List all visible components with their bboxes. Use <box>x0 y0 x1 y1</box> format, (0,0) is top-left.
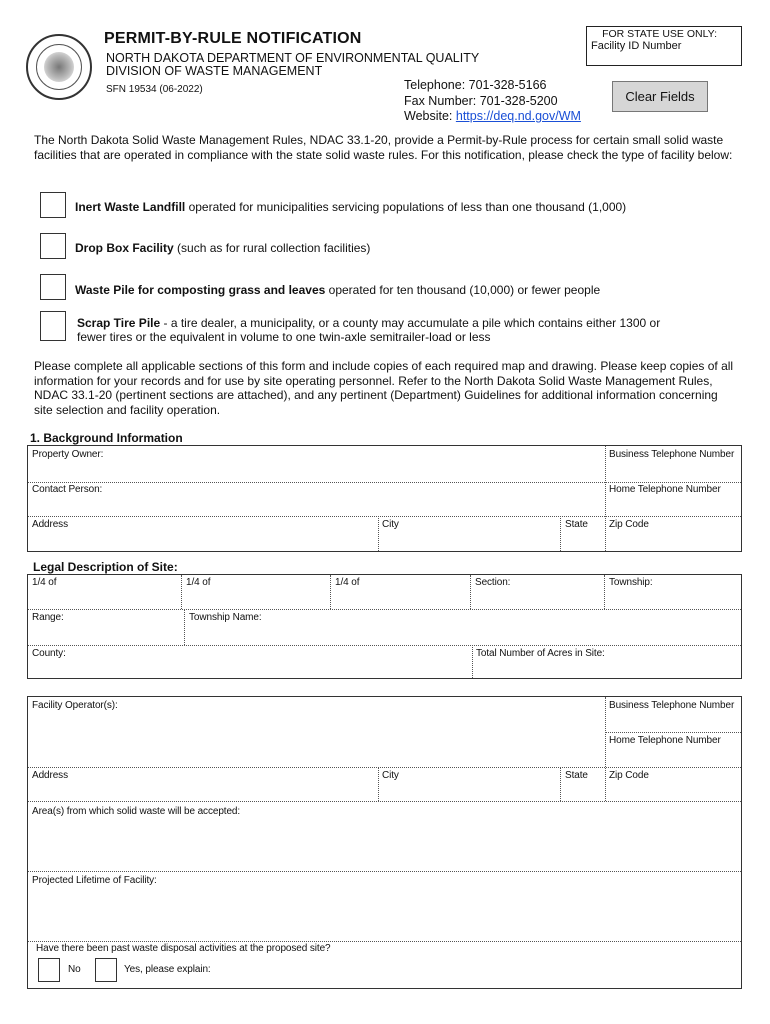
division-name: DIVISION OF WASTE MANAGEMENT <box>106 64 323 78</box>
contact-person-field[interactable]: Contact Person: <box>32 484 103 495</box>
operator-state-field[interactable]: State <box>565 770 588 781</box>
facility-operators-field[interactable]: Facility Operator(s): <box>32 700 118 711</box>
form-number: SFN 19534 (06-2022) <box>106 84 203 95</box>
website <box>404 109 581 123</box>
scrap-tire-checkbox[interactable] <box>40 311 66 341</box>
instructions-text: Please complete all applicable sections of this form and include copies of each required map and drawing. Please keep copies of all information for your records and for use by site operating personnel. Refer to the North Dakota Solid Waste Management Rules, NDAC 33.1-20 (pertinent sections are attached), and any pertinent (Department) Guidelines for additional information concerning site selection and facility operation. <box>34 359 734 417</box>
background-heading: 1. Background Information <box>30 431 183 445</box>
township-name-field[interactable]: Township Name: <box>189 612 262 623</box>
clear-fields-button[interactable]: Clear Fields <box>612 81 708 112</box>
city-field[interactable]: City <box>382 519 399 530</box>
past-disposal-no-label: No <box>68 964 81 975</box>
facility-type-scraptire: Scrap Tire Pile - a tire dealer, a municipality, or a county may accumulate a pile which contains either 1300 or fewer tires or the equivalent in volume to one twin-axle semitrailer-load or less <box>77 316 661 344</box>
legal-heading: Legal Description of Site: <box>33 560 178 574</box>
facility-id-field[interactable]: Facility ID Number <box>591 40 682 52</box>
drop-box-checkbox[interactable] <box>40 233 66 259</box>
telephone: Telephone: 701-328-5166 <box>404 78 547 92</box>
operator-address-field[interactable]: Address <box>32 770 68 781</box>
legal-table <box>27 574 742 679</box>
background-table <box>27 445 742 552</box>
past-disposal-yes-checkbox[interactable] <box>95 958 117 982</box>
past-disposal-yes-label[interactable]: Yes, please explain: <box>124 964 211 975</box>
operator-home-phone-field[interactable]: Home Telephone Number <box>609 735 721 746</box>
address-field[interactable]: Address <box>32 519 68 530</box>
intro-text: The North Dakota Solid Waste Management Rules, NDAC 33.1-20, provide a Permit-by-Rule process for certain small solid waste facilities that are operated in compliance with the state solid waste rules. For this notification, please check the type of facility below: <box>34 133 733 162</box>
website-label: Website: <box>404 109 456 123</box>
waste-pile-checkbox[interactable] <box>40 274 66 300</box>
state-use-box <box>586 26 742 66</box>
home-phone-field[interactable]: Home Telephone Number <box>609 484 721 495</box>
areas-accepted-field[interactable]: Area(s) from which solid waste will be accepted: <box>32 806 241 817</box>
department-name: NORTH DAKOTA DEPARTMENT OF ENVIRONMENTAL QUALITY <box>106 51 480 65</box>
township-field[interactable]: Township: <box>609 577 653 588</box>
operator-zip-field[interactable]: Zip Code <box>609 770 649 781</box>
past-disposal-question: Have there been past waste disposal activities at the proposed site? <box>36 943 331 954</box>
website-link[interactable]: https://deq.nd.gov/WM <box>455 109 581 123</box>
quarter-3-field[interactable]: 1/4 of <box>335 577 360 588</box>
projected-lifetime-field[interactable]: Projected Lifetime of Facility: <box>32 875 157 886</box>
state-seal <box>26 34 92 100</box>
state-field[interactable]: State <box>565 519 588 530</box>
facility-type-inert: Inert Waste Landfill operated for municipalities servicing populations of less than one thousand (1,000) <box>75 200 627 214</box>
form-title: PERMIT-BY-RULE NOTIFICATION <box>104 30 362 47</box>
business-phone-field[interactable]: Business Telephone Number <box>609 449 735 460</box>
quarter-1-field[interactable]: 1/4 of <box>32 577 57 588</box>
quarter-2-field[interactable]: 1/4 of <box>186 577 211 588</box>
property-owner-field[interactable]: Property Owner: <box>32 449 104 460</box>
facility-type-dropbox: Drop Box Facility (such as for rural collection facilities) <box>75 241 371 255</box>
inert-landfill-checkbox[interactable] <box>40 192 66 218</box>
county-field[interactable]: County: <box>32 648 66 659</box>
past-disposal-no-checkbox[interactable] <box>38 958 60 982</box>
zip-field[interactable]: Zip Code <box>609 519 649 530</box>
state-use-title: FOR STATE USE ONLY: <box>602 28 717 40</box>
acres-field[interactable]: Total Number of Acres in Site: <box>476 648 605 659</box>
fax-number: Fax Number: 701-328-5200 <box>404 94 558 108</box>
operator-city-field[interactable]: City <box>382 770 399 781</box>
section-field[interactable]: Section: <box>475 577 511 588</box>
operator-business-phone-field[interactable]: Business Telephone Number <box>609 700 735 711</box>
facility-type-wastepile: Waste Pile for composting grass and leaves operated for ten thousand (10,000) or fewer people <box>75 283 601 297</box>
range-field[interactable]: Range: <box>32 612 64 623</box>
